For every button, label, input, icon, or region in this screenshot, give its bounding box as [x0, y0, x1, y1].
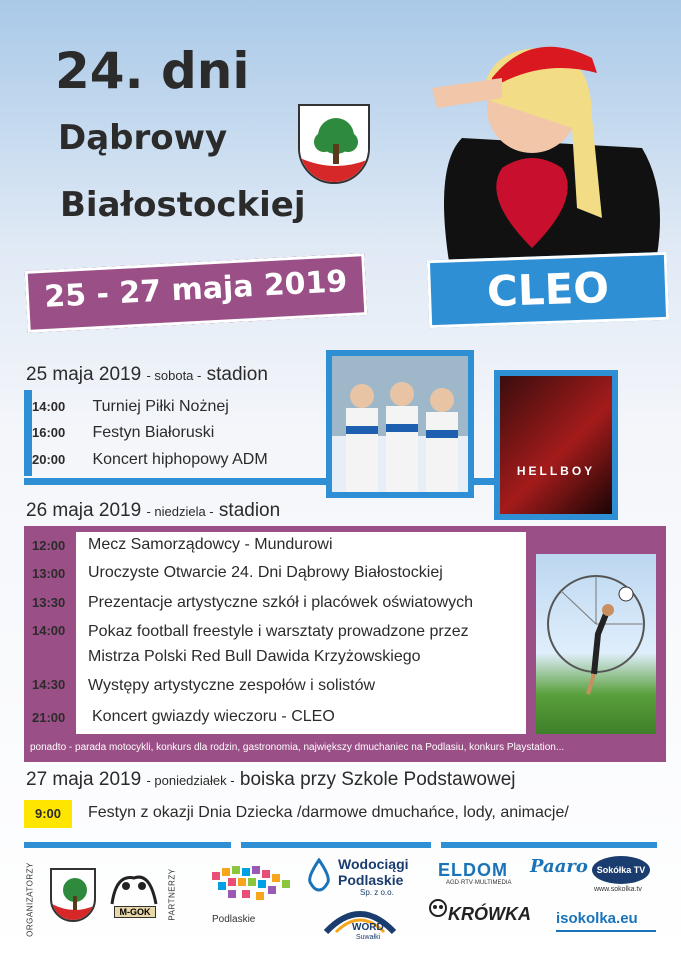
day1-date: 25 maja 2019: [26, 364, 142, 385]
album-title: HELLBOY: [516, 464, 596, 478]
town-crest-icon: [298, 104, 370, 184]
day3-time-badge: [24, 800, 72, 828]
sokolka-tv-logo: [592, 856, 650, 884]
day2-event-4: Pokaz football freestyle i warsztaty prowadzone przez: [88, 623, 469, 640]
word-sub: Suwałki: [356, 934, 381, 941]
footer-bar-3: [441, 842, 657, 848]
day1-heading: [26, 364, 268, 386]
day2-event-5: Występy artystyczne zespołów i solistów: [88, 677, 376, 694]
event-time: 13:00: [32, 566, 66, 581]
day2-date: 26 maja 2019: [26, 500, 142, 521]
day2-event-4-cont: Mistrza Polski Red Bull Dawida Krzyżowskiego: [88, 648, 421, 665]
event-name: Festyn Białoruski: [92, 424, 215, 441]
wodociagi-text-1: Wodociągi: [338, 856, 409, 872]
footer-bar-2: [241, 842, 431, 848]
dabrowa-crest-logo-icon: [50, 868, 96, 922]
folk-choir-photo: [326, 350, 474, 498]
day2-times-column: [24, 532, 76, 734]
day2-place: stadion: [218, 500, 281, 521]
event-time: 14:00: [32, 623, 66, 638]
sokolka-url: www.sokolka.tv: [594, 886, 642, 893]
day1-event-3: [32, 451, 268, 469]
event-time: 20:00: [32, 452, 66, 467]
day3-date: 27 maja 2019: [26, 769, 142, 790]
mgok-logo: [106, 868, 162, 922]
day1-event-2: [32, 424, 214, 442]
day2-extra-info: ponadto - parada motocykli, konkurs dla rodzin, gastronomia, największy dmuchaniec na Podlasiu, konkurs Playstation...: [30, 742, 565, 753]
freestyle-photo: [536, 554, 656, 734]
event-time: 21:00: [32, 710, 66, 725]
event-name: Turniej Piłki Nożnej: [92, 398, 229, 415]
wodociagi-text-2: Podlaskie: [338, 872, 404, 888]
day3-weekday: - poniedziałek -: [146, 773, 235, 788]
day2-heading: [26, 500, 280, 522]
event-time: 14:00: [32, 399, 66, 414]
event-time: 14:30: [32, 677, 66, 692]
title-line-2: Dąbrowy: [58, 118, 228, 158]
eldom-logo: ELDOM: [438, 860, 508, 880]
hellboy-album-cover: [494, 370, 618, 520]
day3-event-1: Festyn z okazji Dnia Dziecka /darmowe dmuchańce, lody, animacje/: [88, 804, 569, 821]
krowka-cow-icon: [428, 898, 448, 918]
word-text: WORD: [352, 922, 384, 933]
cleo-photo: [392, 18, 681, 280]
day2-event-2: Uroczyste Otwarcie 24. Dni Dąbrowy Białostockiej: [88, 564, 443, 581]
day2-event-1: Mecz Samorządowcy - Mundurowi: [88, 536, 333, 553]
day1-left-bar: [24, 390, 32, 476]
podlaskie-logo-icon: [208, 862, 298, 912]
event-time: 9:00: [34, 806, 62, 821]
day1-event-1: [32, 398, 229, 416]
star-name-box: CLEO: [427, 252, 669, 328]
day3-place: boiska przy Szkole Podstawowej: [239, 769, 516, 790]
day1-place: stadion: [206, 364, 268, 385]
organizers-label: ORGANIZATORZY: [25, 862, 35, 937]
isokolka-logo: isokolka.eu: [556, 910, 638, 927]
day3-heading: [26, 769, 516, 791]
eldom-sub: AGD·RTV·MULTIMEDIA: [446, 880, 512, 886]
title-line-3: Białostockiej: [60, 185, 306, 225]
event-time: 16:00: [32, 425, 66, 440]
event-time: 12:00: [32, 538, 66, 553]
event-name: Koncert hiphopowy ADM: [92, 451, 268, 468]
partners-label: PARTNERZY: [167, 868, 177, 921]
krowka-text: KRÓWKA: [448, 904, 531, 924]
day2-weekday: - niedziela -: [146, 504, 214, 519]
mgok-text: M-GOK: [114, 906, 156, 918]
paaro-logo: Paaro: [530, 856, 588, 877]
dates-banner: 25 - 27 maja 2019: [25, 253, 368, 333]
wodociagi-drop-icon: [306, 858, 332, 892]
day1-weekday: - sobota -: [146, 368, 202, 383]
sokolka-tv-text: Sokółka TV: [596, 865, 646, 875]
isokolka-underline: [556, 930, 656, 932]
title-line-1: 24. dni: [55, 42, 250, 100]
day2-event-6: Koncert gwiazdy wieczoru - CLEO: [92, 708, 335, 725]
event-time: 13:30: [32, 595, 66, 610]
day2-event-3: Prezentacje artystyczne szkół i placówek oświatowych: [88, 594, 474, 611]
footer-bar-1: [24, 842, 231, 848]
podlaskie-text: Podlaskie: [212, 914, 256, 925]
wodociagi-text-3: Sp. z o.o.: [360, 888, 394, 897]
